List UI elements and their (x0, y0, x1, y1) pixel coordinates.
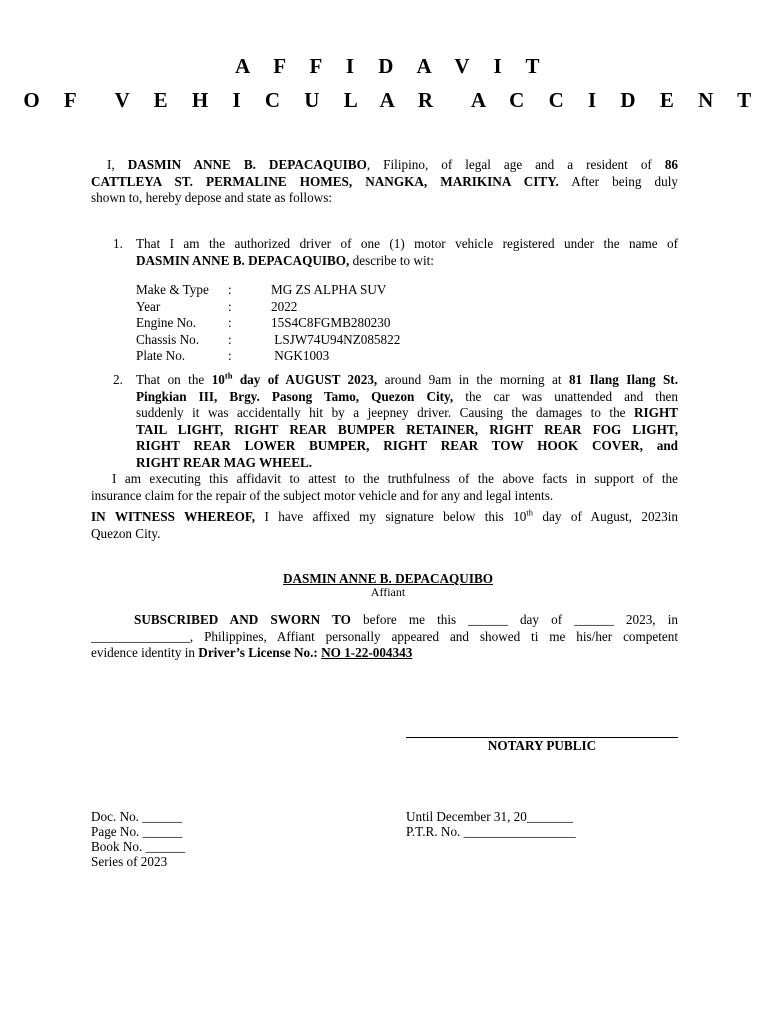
purpose-paragraph (91, 471, 678, 504)
item-2-line-3: suddenly it was accidentally hit by a jeepney driver. Causing the damages to the RIGHT (136, 405, 678, 420)
vehicle-value: MG ZS ALPHA SUV (271, 282, 387, 297)
page-no-field: Page No. ______ (91, 824, 183, 839)
item-1-paragraph (136, 236, 678, 269)
jurat-line-3: evidence identity in Driver’s License No.: NO 1-22-004343 (91, 645, 413, 660)
vehicle-details (136, 282, 536, 365)
vehicle-row: Chassis No. : LSJW74U94NZ085822 (136, 331, 401, 347)
vehicle-value: NGK1003 (271, 348, 330, 363)
witness-line-1: IN WITNESS WHEREOF, I have affixed my signature below this 10th day of August, 2023in (91, 507, 678, 524)
item-2-line-1: That on the 10th day of AUGUST 2023, around 9am in the morning at 81 Ilang Ilang St. (136, 370, 678, 387)
vehicle-label: Year (136, 298, 161, 314)
vehicle-value: 15S4C8FGMB280230 (271, 315, 391, 330)
item-number-2: 2. (113, 372, 123, 387)
doc-no-field: Doc. No. ______ (91, 809, 182, 824)
vehicle-row: Engine No. : 15S4C8FGMB280230 (136, 315, 391, 330)
witness-paragraph (91, 509, 678, 542)
intro-line-1: I, DASMIN ANNE B. DEPACAQUIBO, Filipino, of legal age and a resident of 86 (107, 157, 678, 172)
book-no-field: Book No. ______ (91, 839, 186, 854)
item-2-line-5: RIGHT REAR LOWER BUMPER, RIGHT REAR TOW HOOK COVER, and (136, 438, 679, 453)
intro-paragraph (91, 157, 678, 207)
vehicle-label: Make & Type (136, 282, 209, 297)
item-2-line-4: TAIL LIGHT, RIGHT REAR BUMPER RETAINER, RIGHT REAR FOG LIGHT, (136, 421, 678, 437)
affiant-label: Affiant (370, 585, 406, 599)
notary-commission-block (406, 809, 576, 839)
vehicle-label: Chassis No. (136, 331, 200, 347)
affiant-signature-name: DASMIN ANNE B. DEPACAQUIBO (282, 571, 494, 586)
intro-line-2: CATTLEYA ST. PERMALINE HOMES, NANGKA, MARIKINA CITY. After being duly (91, 173, 679, 189)
purpose-line-1: I am executing this affidavit to attest to the truthfulness of the above facts in support of the (112, 471, 678, 486)
series-field: Series of 2023 (91, 854, 168, 869)
item-2-line-2: Pingkian III, Brgy. Pasong Tamo, Quezon City, the car was unattended and then (136, 388, 678, 404)
purpose-line-2: insurance claim for the repair of the subject motor vehicle and for any and legal intents. (91, 487, 554, 503)
affiant-name-inline: DASMIN ANNE B. DEPACAQUIBO (127, 157, 367, 172)
intro-line-3: shown to, hereby depose and state as follows: (91, 190, 332, 205)
document-title: A F F I D A V I T (235, 54, 549, 78)
vehicle-label: Plate No. (136, 348, 186, 363)
vehicle-value: 2022 (271, 298, 298, 314)
item-2-paragraph (136, 372, 678, 471)
jurat-paragraph (91, 612, 678, 662)
license-number: NO 1-22-004343 (321, 645, 413, 660)
item-1-line-1: That I am the authorized driver of one (1) motor vehicle registered under the name of (136, 236, 678, 251)
vehicle-row: Plate No. : NGK1003 (136, 348, 330, 363)
item-number-1: 1. (113, 236, 123, 251)
address-text: CATTLEYA ST. PERMALINE HOMES, NANGKA, MARIKINA CITY. (91, 173, 559, 189)
ptr-no-field: P.T.R. No. _________________ (406, 824, 576, 839)
notary-public-label: NOTARY PUBLIC (487, 738, 597, 753)
vehicle-value: LSJW74U94NZ085822 (271, 331, 401, 347)
document-subtitle: O F V E H I C U L A R A C C I D E N T (23, 88, 761, 112)
vehicle-row: Make & Type : MG ZS ALPHA SUV (136, 282, 387, 297)
jurat-line-1: SUBSCRIBED AND SWORN TO before me this ______ day of ______ 2023, in (134, 612, 678, 627)
vehicle-row: Year : 2022 (136, 298, 298, 314)
until-field: Until December 31, 20_______ (406, 809, 574, 824)
item-2-line-6: RIGHT REAR MAG WHEEL. (136, 454, 313, 470)
vehicle-label: Engine No. (136, 315, 197, 330)
jurat-line-2: _______________, Philippines, Affiant personally appeared and showed ti me his/her competent (91, 628, 678, 644)
item-1-line-2: DASMIN ANNE B. DEPACAQUIBO, describe to wit: (136, 252, 434, 268)
notarial-register-block (91, 809, 185, 869)
witness-line-2: Quezon City. (91, 525, 161, 541)
